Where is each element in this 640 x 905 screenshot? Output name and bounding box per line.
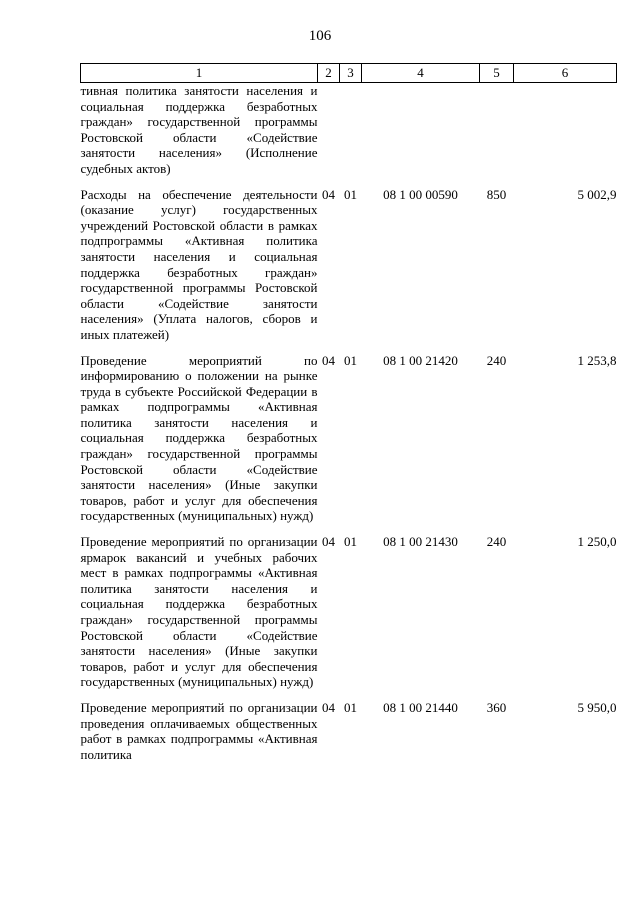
header-cell-1: 1	[81, 64, 318, 83]
row-vr: 360	[486, 699, 507, 715]
row-csr: 08 1 00 21440	[383, 699, 458, 715]
row-description: Проведение мероприятий по организации ярмарок вакансий и учебных рабочих мест в рамках подпрограммы «Активная политика занятости населения и социальная поддержка безработных граждан» государственной программы Ростовской области «Содействие занятости населения» (Иные закупки товаров, работ и услуг для обеспечения государственных (муниципальных) нужд)	[80, 534, 318, 690]
table-row	[81, 700, 617, 772]
row-pr: 01	[344, 186, 357, 202]
row-description: Расходы на обеспечение деятельности (оказание услуг) государственных учреждений Ростовской области в рамках подпрограммы «Активная политика занятости населения и социальная поддержка безработных граждан» государственной программы Ростовской области «Содействие занятости населения» (Уплата налогов, сборов и иных платежей)	[80, 186, 318, 342]
row-rz: 04	[322, 534, 335, 550]
row-csr: 08 1 00 21430	[383, 534, 458, 550]
row-description: тивная политика занятости населения и социальная поддержка безработных граждан» государственной программы Ростовской области «Содействие занятости населения» (Исполнение судебных актов)	[80, 83, 318, 176]
row-csr: 08 1 00 00590	[383, 186, 458, 202]
row-pr: 01	[344, 352, 357, 368]
header-cell-5: 5	[480, 64, 514, 83]
table-row-continuation	[81, 83, 617, 187]
header-cell-3: 3	[340, 64, 362, 83]
header-cell-2: 2	[318, 64, 340, 83]
row-amount: 5 950,0	[577, 699, 617, 715]
row-rz: 04	[322, 186, 335, 202]
row-rz: 04	[322, 699, 335, 715]
row-vr: 240	[486, 352, 507, 368]
row-description: Проведение мероприятий по организации проведения оплачиваемых общественных работ в рамках подпрограммы «Активная политика	[80, 699, 318, 762]
row-amount: 1 253,8	[577, 352, 617, 368]
header-cell-6: 6	[514, 64, 617, 83]
row-pr: 01	[344, 534, 357, 550]
table-row	[81, 187, 617, 353]
row-csr: 08 1 00 21420	[383, 352, 458, 368]
row-amount: 1 250,0	[577, 534, 617, 550]
row-pr: 01	[344, 699, 357, 715]
header-row	[81, 64, 617, 83]
table-row	[81, 353, 617, 535]
budget-table	[80, 63, 617, 772]
header-cell-4: 4	[362, 64, 480, 83]
row-rz: 04	[322, 352, 335, 368]
row-vr: 850	[486, 186, 507, 202]
row-description: Проведение мероприятий по информированию о положении на рынке труда в субъекте Российской Федерации в рамках подпрограммы «Активная политика занятости населения и социальная поддержка безработных граждан» государственной программы Ростовской области «Содействие занятости населения» (Иные закупки товаров, работ и услуг для обеспечения государственных (муниципальных) нужд)	[80, 352, 318, 524]
row-vr: 240	[486, 534, 507, 550]
row-amount: 5 002,9	[577, 186, 617, 202]
table-row	[81, 534, 617, 700]
page-number: 106	[308, 28, 332, 44]
